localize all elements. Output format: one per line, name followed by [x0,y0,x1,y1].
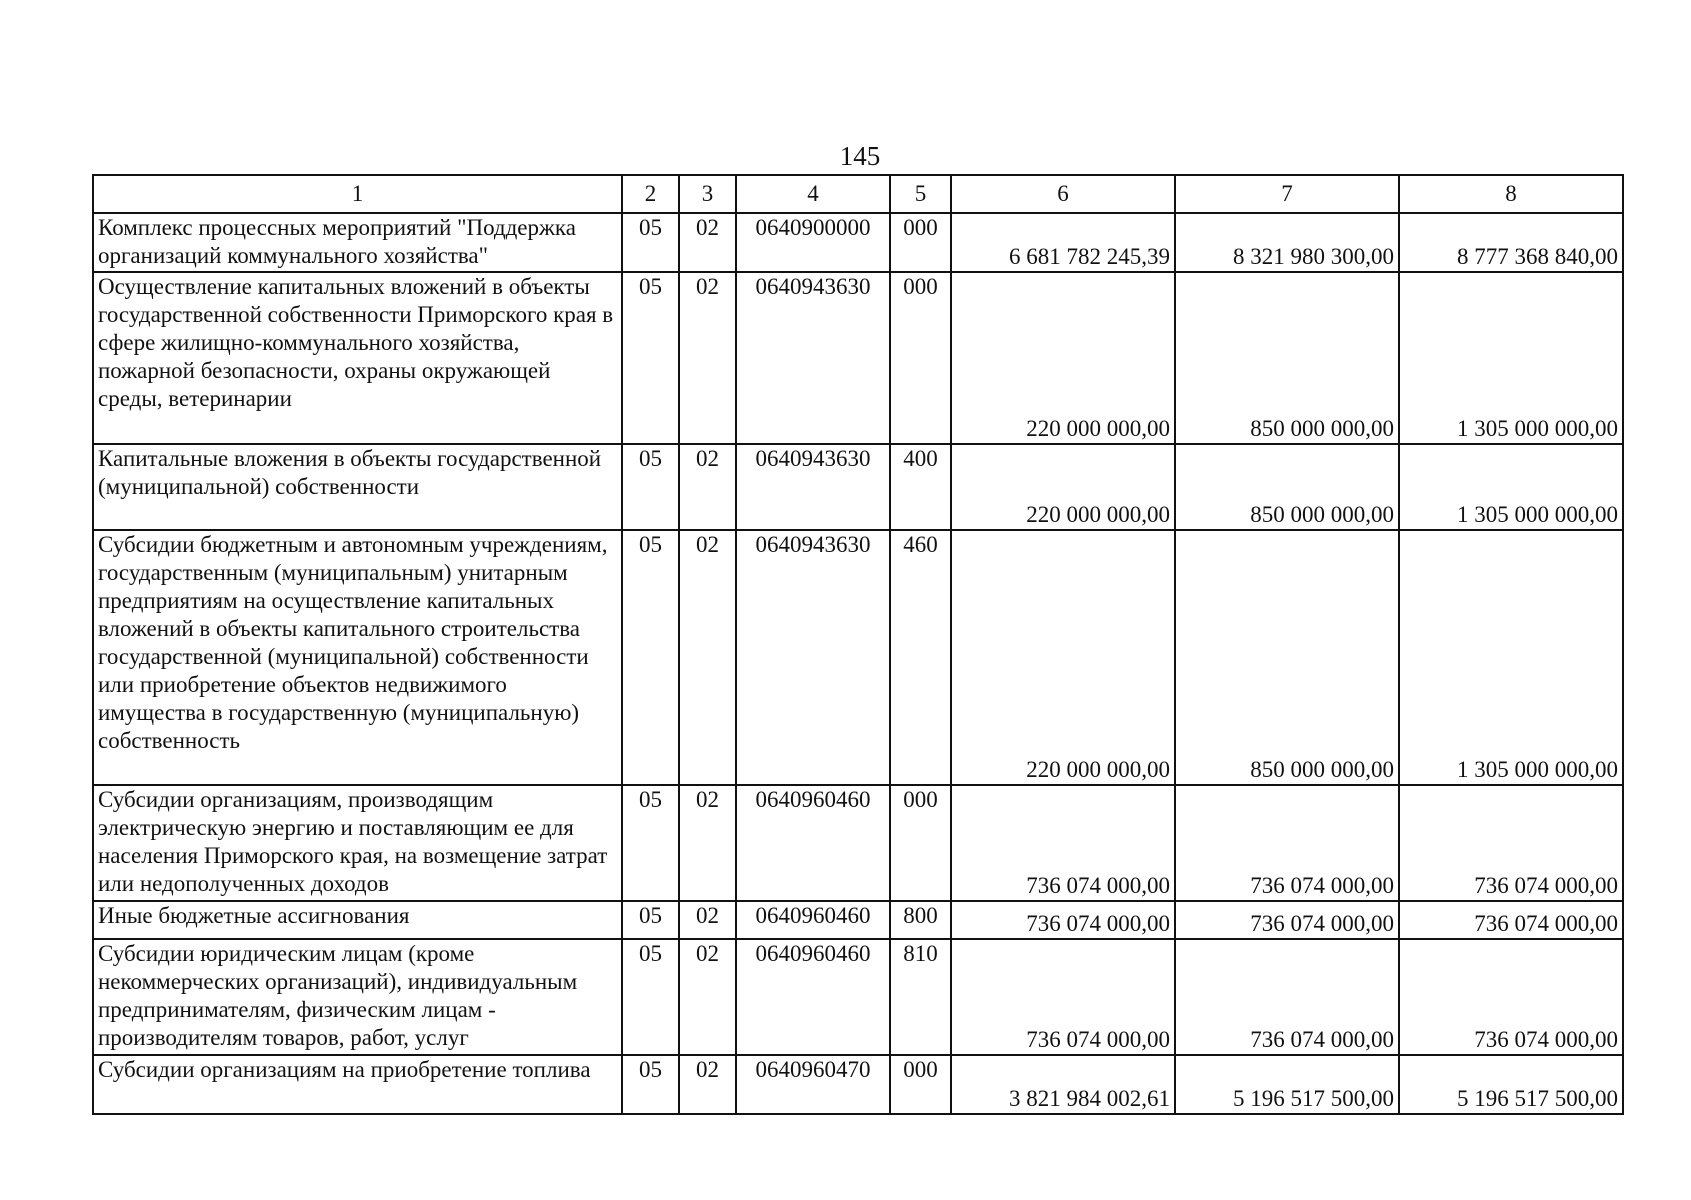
expense-type-code: 000 [890,785,951,901]
amount-year-1: 736 074 000,00 [951,939,1175,1055]
subsection-code: 02 [679,939,736,1055]
amount-year-2: 736 074 000,00 [1175,785,1399,901]
expense-type-code: 000 [890,1055,951,1114]
item-name: Капитальные вложения в объекты государственной (муниципальной) собственности [93,444,622,530]
item-name: Субсидии юридическим лицам (кроме некоммерческих организаций), индивидуальным предпринимателям, физическим лицам - производителям товаров, работ, услуг [93,939,622,1055]
item-name: Иные бюджетные ассигнования [93,901,622,939]
table-row [93,530,1623,785]
amount-year-2: 850 000 000,00 [1175,272,1399,444]
target-article-code: 0640900000 [736,213,890,272]
table-row [93,272,1623,444]
item-name: Субсидии бюджетным и автономным учреждениям, государственным (муниципальным) унитарным предприятиям на осуществление капитальных вложений в объекты капитального строительства государственной (муниципальной) собственности или приобретение объектов недвижимого имущества в государственную (муниципальную) собственность [93,530,622,785]
amount-year-1: 220 000 000,00 [951,530,1175,785]
subsection-code: 02 [679,530,736,785]
column-number-1: 1 [93,175,622,213]
target-article-code: 0640943630 [736,444,890,530]
table-row [93,1055,1623,1114]
column-number-5: 5 [890,175,951,213]
amount-year-2: 8 321 980 300,00 [1175,213,1399,272]
expense-type-code: 400 [890,444,951,530]
section-code: 05 [622,272,679,444]
subsection-code: 02 [679,785,736,901]
column-number-4: 4 [736,175,890,213]
table-row [93,444,1623,530]
item-name: Субсидии организациям, производящим электрическую энергию и поставляющим ее для населения Приморского края, на возмещение затрат или недополученных доходов [93,785,622,901]
target-article-code: 0640960460 [736,901,890,939]
amount-year-1: 220 000 000,00 [951,272,1175,444]
amount-year-1: 3 821 984 002,61 [951,1055,1175,1114]
column-number-3: 3 [679,175,736,213]
column-number-8: 8 [1399,175,1623,213]
amount-year-2: 850 000 000,00 [1175,444,1399,530]
amount-year-3: 8 777 368 840,00 [1399,213,1623,272]
table-row [93,785,1623,901]
amount-year-2: 850 000 000,00 [1175,530,1399,785]
amount-year-3: 1 305 000 000,00 [1399,272,1623,444]
subsection-code: 02 [679,444,736,530]
table-row [93,213,1623,272]
budget-table [92,174,1624,1115]
column-number-header-row [93,175,1623,213]
target-article-code: 0640943630 [736,272,890,444]
subsection-code: 02 [679,1055,736,1114]
section-code: 05 [622,1055,679,1114]
section-code: 05 [622,444,679,530]
expense-type-code: 000 [890,272,951,444]
amount-year-2: 736 074 000,00 [1175,901,1399,939]
target-article-code: 0640960460 [736,939,890,1055]
amount-year-3: 1 305 000 000,00 [1399,530,1623,785]
item-name: Комплекс процессных мероприятий "Поддержка организаций коммунального хозяйства" [93,213,622,272]
page-number: 145 [839,141,881,171]
subsection-code: 02 [679,213,736,272]
item-name: Осуществление капитальных вложений в объекты государственной собственности Приморского края в сфере жилищно-коммунального хозяйства, пожарной безопасности, охраны окружающей среды, ветеринарии [93,272,622,444]
expense-type-code: 810 [890,939,951,1055]
amount-year-3: 736 074 000,00 [1399,785,1623,901]
section-code: 05 [622,785,679,901]
amount-year-3: 1 305 000 000,00 [1399,444,1623,530]
expense-type-code: 800 [890,901,951,939]
column-number-7: 7 [1175,175,1399,213]
column-number-6: 6 [951,175,1175,213]
amount-year-2: 5 196 517 500,00 [1175,1055,1399,1114]
amount-year-3: 736 074 000,00 [1399,939,1623,1055]
amount-year-1: 220 000 000,00 [951,444,1175,530]
section-code: 05 [622,530,679,785]
section-code: 05 [622,213,679,272]
amount-year-1: 6 681 782 245,39 [951,213,1175,272]
amount-year-1: 736 074 000,00 [951,901,1175,939]
expense-type-code: 460 [890,530,951,785]
column-number-2: 2 [622,175,679,213]
target-article-code: 0640943630 [736,530,890,785]
subsection-code: 02 [679,901,736,939]
amount-year-1: 736 074 000,00 [951,785,1175,901]
section-code: 05 [622,939,679,1055]
amount-year-3: 5 196 517 500,00 [1399,1055,1623,1114]
amount-year-2: 736 074 000,00 [1175,939,1399,1055]
expense-type-code: 000 [890,213,951,272]
target-article-code: 0640960460 [736,785,890,901]
amount-year-3: 736 074 000,00 [1399,901,1623,939]
target-article-code: 0640960470 [736,1055,890,1114]
subsection-code: 02 [679,272,736,444]
item-name: Субсидии организациям на приобретение топлива [93,1055,622,1114]
section-code: 05 [622,901,679,939]
table-row [93,901,1623,939]
table-row [93,939,1623,1055]
